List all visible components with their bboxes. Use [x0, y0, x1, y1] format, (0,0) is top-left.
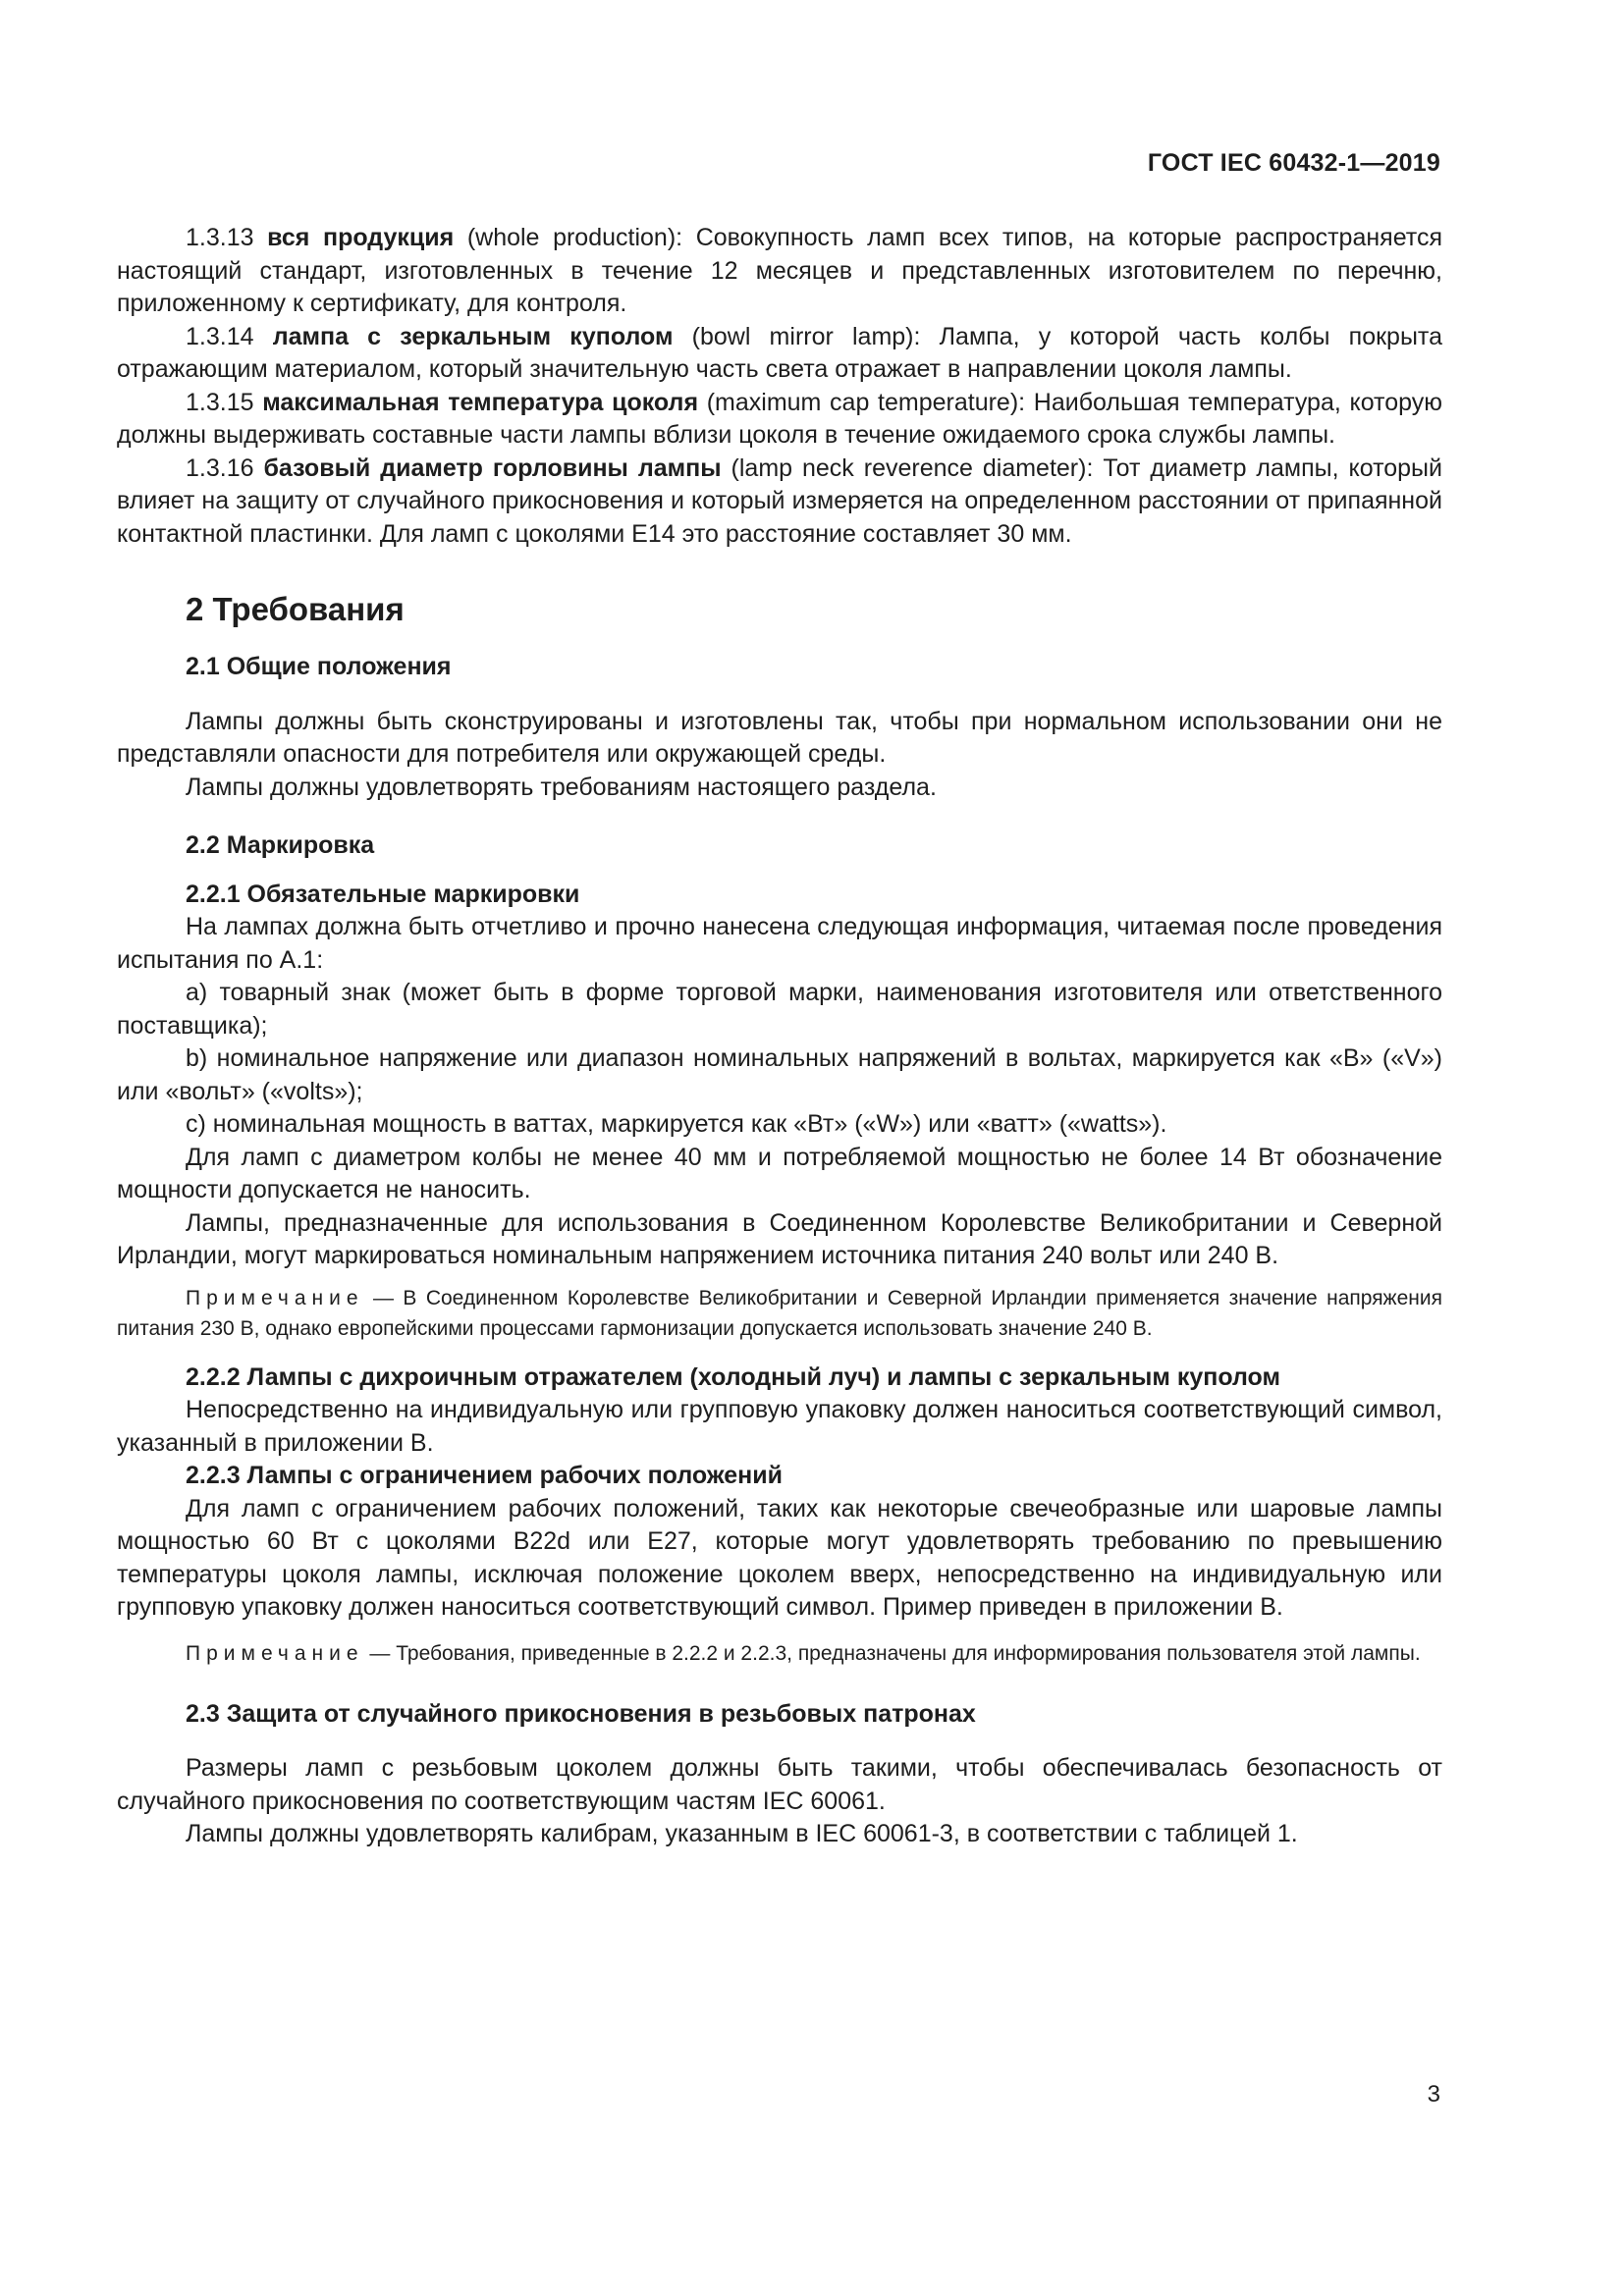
- definition-term: вся продукция: [267, 224, 455, 251]
- section-2-2-3-heading: 2.2.3 Лампы с ограничением рабочих положений: [186, 1462, 783, 1489]
- section-2-2-1-paragraph: Для ламп с диаметром колбы не менее 40 мм и потребляемой мощностью не более 14 Вт обозначение мощности допускается не наносить.: [117, 1143, 1442, 1203]
- definition-term: лампа с зеркальным куполом: [272, 322, 674, 350]
- note-2-2-1: [117, 1283, 1442, 1344]
- section-2-3-paragraph: Лампы должны удовлетворять калибрам, указанным в IEC 60061-3, в соответствии с таблицей 1.: [186, 1820, 1298, 1847]
- definition-1-3-13: [117, 222, 1442, 321]
- note-2-2-3: [117, 1638, 1442, 1669]
- definition-text: (whole production): Совокупность ламп всех типов, на которые распространяется настоящий стандарт, изготовленных в течение 12 месяцев и представленных изготовителем по перечню, приложенному к сертификату, для контроля.: [117, 224, 1442, 317]
- section-2-2-3-paragraph: Для ламп с ограничением рабочих положений, таких как некоторые свечеобразные или шаровые лампы мощностью 60 Вт с цоколями В22d или Е27, которые могут удовлетворять требованию по превышению температуры цоколя лампы, исключая положение цоколем вверх, непосредственно на индивидуальную или групповую упаковку должен наноситься соответствующий символ. Пример приведен в приложении В.: [117, 1494, 1442, 1621]
- list-item-a: a) товарный знак (может быть в форме торговой марки, наименования изготовителя или ответственного поставщика);: [117, 979, 1442, 1040]
- definition-text: (bowl mirror lamp): Лампа, у которой часть колбы покрыта отражающим материалом, который значительную часть света отражает в направлении цоколя лампы.: [117, 322, 1442, 383]
- section-2-1-heading: 2.1 Общие положения: [186, 653, 452, 680]
- note-label: Примечание: [186, 1286, 364, 1309]
- definition-number: 1.3.16: [186, 454, 254, 482]
- note-label: Примечание: [186, 1641, 364, 1665]
- definition-1-3-15: [117, 387, 1442, 453]
- note-text: — Требования, приведенные в 2.2.2 и 2.2.3, предназначены для информирования пользователя этой лампы.: [369, 1641, 1421, 1665]
- section-2-2-heading: 2.2 Маркировка: [186, 831, 375, 859]
- definition-text: (maximum cap temperature): Наибольшая температура, которую должны выдерживать составные части лампы вблизи цоколя в течение ожидаемого срока службы лампы.: [117, 388, 1443, 449]
- section-2-1-paragraph: Лампы должны быть сконструированы и изготовлены так, чтобы при нормальном использовании они не представляли опасности для потребителя или окружающей среды.: [117, 707, 1442, 768]
- note-text: — В Соединенном Королевстве Великобритании и Северной Ирландии применяется значение напряжения питания 230 В, однако европейскими процессами гармонизации допускается использовать значение 240 В.: [117, 1286, 1442, 1340]
- definition-1-3-14: [117, 321, 1442, 387]
- definition-term: максимальная температура цоколя: [262, 388, 699, 416]
- section-2-3-heading: 2.3 Защита от случайного прикосновения в резьбовых патронах: [186, 1699, 976, 1728]
- page-number: 3: [1427, 2081, 1440, 2108]
- section-2-2-2-heading: 2.2.2 Лампы с дихроичным отражателем (холодный луч) и лампы с зеркальным куполом: [186, 1362, 1280, 1391]
- definition-number: 1.3.13: [186, 224, 254, 251]
- definition-number: 1.3.14: [186, 322, 254, 350]
- section-2-2-1-paragraph: Лампы, предназначенные для использования в Соединенном Королевстве Великобритании и Северной Ирландии, могут маркироваться номинальным напряжением источника питания 240 вольт или 240 В.: [117, 1208, 1442, 1269]
- definition-number: 1.3.15: [186, 388, 254, 416]
- section-2-2-1-paragraph: На лампах должна быть отчетливо и прочно нанесена следующая информация, читаемая после проведения испытания по А.1:: [117, 913, 1442, 974]
- definition-term: базовый диаметр горловины лампы: [263, 454, 722, 482]
- document-code-header: ГОСТ IEC 60432-1—2019: [1147, 149, 1440, 177]
- section-2-2-1-heading: 2.2.1 Обязательные маркировки: [186, 880, 580, 908]
- section-2-2-2-paragraph: Непосредственно на индивидуальную или групповую упаковку должен наноситься соответствующий символ, указанный в приложении В.: [117, 1396, 1442, 1457]
- section-2-3-paragraph: Размеры ламп с резьбовым цоколем должны быть такими, чтобы обеспечивалась безопасность от случайного прикосновения по соответствующим частям IEC 60061.: [117, 1754, 1442, 1815]
- section-2-1-paragraph: Лампы должны удовлетворять требованиям настоящего раздела.: [186, 773, 937, 801]
- section-2-heading: 2 Требования: [186, 591, 405, 627]
- list-item-c: c) номинальная мощность в ваттах, маркируется как «Вт» («W») или «ватт» («watts»).: [186, 1110, 1167, 1138]
- list-item-b: b) номинальное напряжение или диапазон номинальных напряжений в вольтах, маркируется как «В» («V») или «вольт» («volts»);: [117, 1044, 1442, 1105]
- document-body: [117, 222, 1442, 1851]
- definition-1-3-16: [117, 453, 1442, 552]
- definition-text: (lamp neck reverence diameter): Тот диаметр лампы, который влияет на защиту от случайного прикосновения и который измеряется на определенном расстоянии от припаянной контактной пластинки. Для ламп с цоколями Е14 это расстояние составляет 30 мм.: [117, 454, 1442, 548]
